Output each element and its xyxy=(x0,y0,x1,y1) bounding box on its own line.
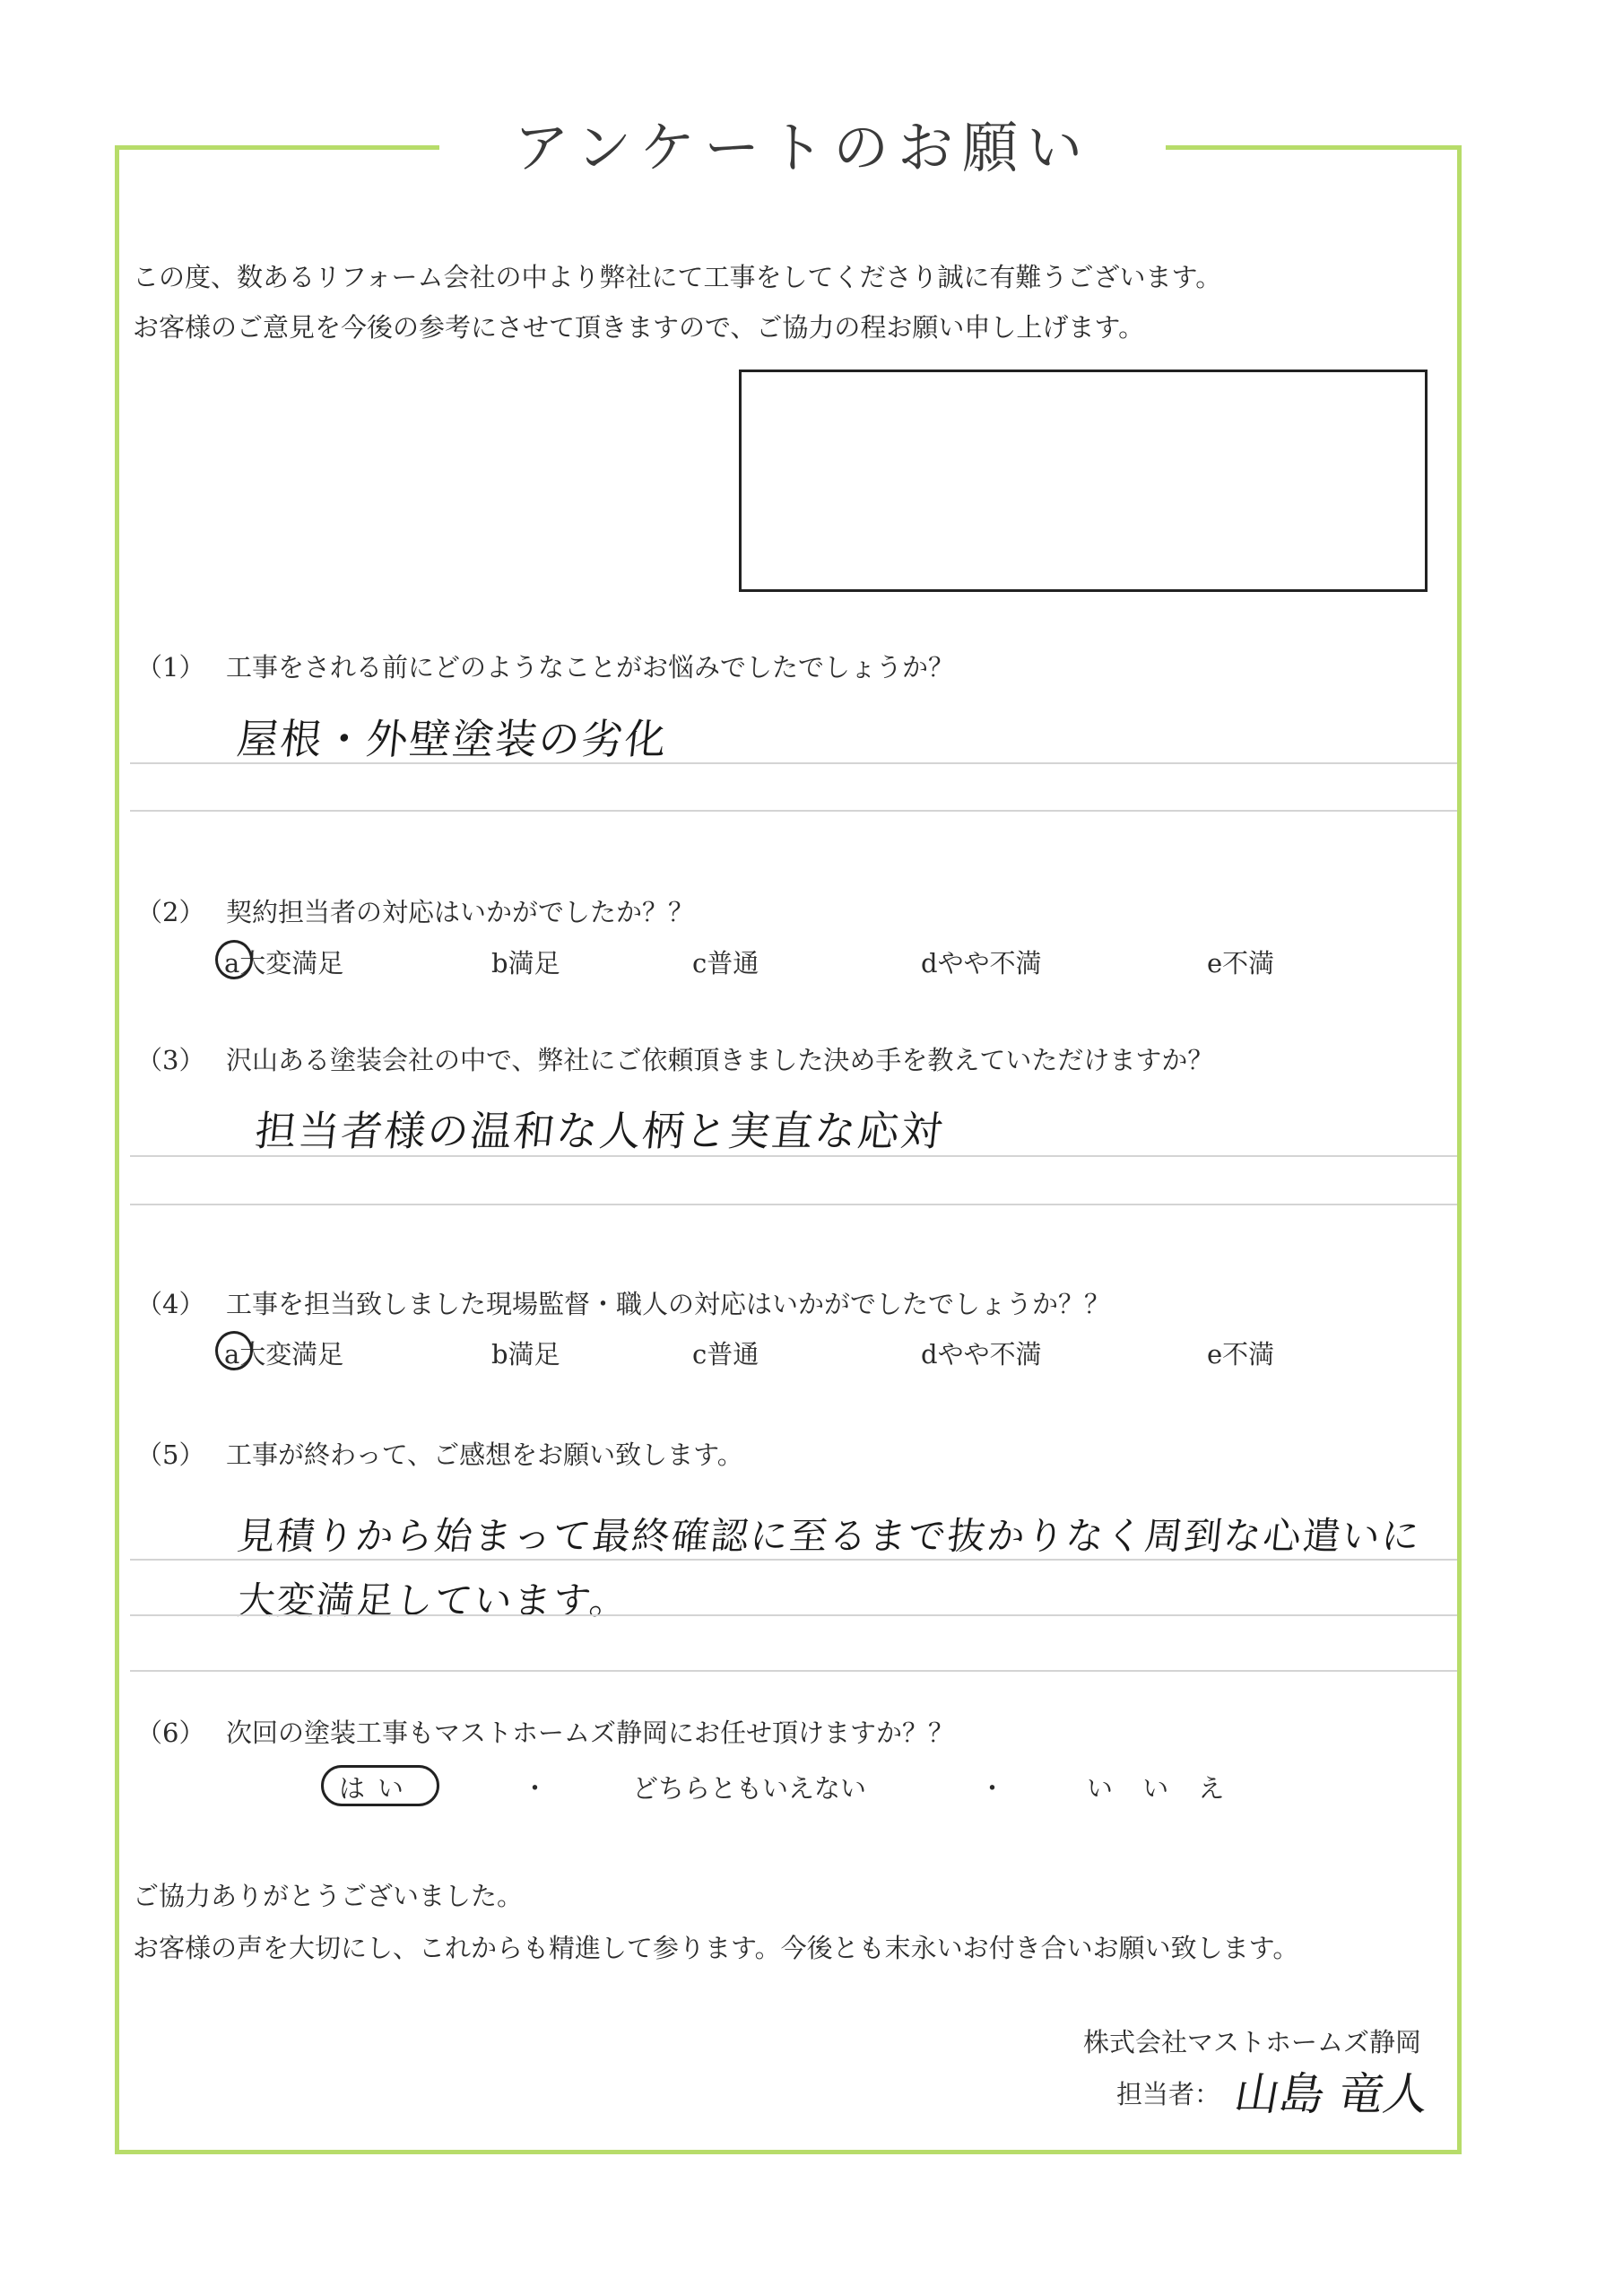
answer-line xyxy=(130,1614,1457,1616)
answer-5-line-1: 見積りから始まって最終確認に至るまで抜かりなく周到な心遣いに xyxy=(235,1514,1424,1558)
question-text: 契約担当者の対応はいかがでしたか？？ xyxy=(226,897,695,927)
answer-line xyxy=(130,810,1457,812)
question-text: 工事が終わって、ご感想をお願い致します。 xyxy=(226,1439,743,1470)
question-5 xyxy=(136,1435,743,1472)
option-b[interactable]: b満足 xyxy=(491,948,560,978)
question-number: （1） xyxy=(136,652,205,683)
option-separator: ・ xyxy=(979,1773,1006,1804)
question-text: 沢山ある塗装会社の中で、弊社にご依頼頂きました決め手を教えていただけますか？ xyxy=(226,1045,1214,1075)
question-text: 工事を担当致しました現場監督・職人の対応はいかがでしたでしょうか？？ xyxy=(226,1289,1111,1319)
option-e[interactable]: e不満 xyxy=(1207,1339,1275,1370)
answer-3: 担当者様の温和な人柄と実直な応対 xyxy=(252,1107,947,1155)
question-number: （4） xyxy=(136,1289,205,1319)
intro-line-2: お客様のご意見を今後の参考にさせて頂きますので、ご協力の程お願い申し上げます。 xyxy=(133,312,1145,343)
selected-mark-q6 xyxy=(321,1765,439,1806)
answer-line xyxy=(130,1670,1457,1672)
question-text: 次回の塗装工事もマストホームズ静岡にお任せ頂けますか？？ xyxy=(226,1718,955,1748)
option-e[interactable]: e不満 xyxy=(1207,948,1275,978)
yes-no-options-q6 xyxy=(0,1769,1623,1805)
question-number: （6） xyxy=(136,1718,205,1748)
answer-1: 屋根・外壁塗装の劣化 xyxy=(234,715,671,763)
option-c[interactable]: c普通 xyxy=(692,1339,759,1370)
representative-signature: 山島 竜人 xyxy=(1230,2068,1434,2120)
company-name: 株式会社マストホームズ静岡 xyxy=(1083,2027,1422,2057)
selected-mark-q4 xyxy=(215,1331,253,1370)
question-3 xyxy=(136,1040,1213,1077)
customer-info-box xyxy=(739,370,1428,592)
question-4 xyxy=(136,1284,1110,1321)
option-d[interactable]: dやや不満 xyxy=(921,948,1042,978)
answer-line xyxy=(130,1155,1457,1157)
page-title: アンケートのお願い xyxy=(439,108,1166,188)
question-text: 工事をされる前にどのようなことがお悩みでしたでしょうか？ xyxy=(226,652,955,683)
answer-5-line-2: 大変満足しています。 xyxy=(235,1578,631,1622)
option-no[interactable]: い い え xyxy=(1087,1773,1236,1804)
question-number: （5） xyxy=(136,1439,205,1470)
option-a[interactable]: a大変満足 xyxy=(224,1339,344,1370)
closing-line-2: お客様の声を大切にし、これからも精進して参ります。今後とも末永いお付き合いお願い致します。 xyxy=(133,1933,1299,1963)
question-2 xyxy=(136,892,694,929)
question-number: （3） xyxy=(136,1045,205,1075)
question-number: （2） xyxy=(136,897,205,927)
answer-line xyxy=(130,1204,1457,1205)
intro-line-1: この度、数あるリフォーム会社の中より弊社にて工事をしてくださり誠に有難うございます。 xyxy=(133,262,1222,292)
answer-line xyxy=(130,1559,1457,1561)
option-b[interactable]: b満足 xyxy=(491,1339,560,1370)
representative-label: 担当者： xyxy=(1116,2079,1221,2109)
question-6 xyxy=(136,1713,954,1750)
closing-line-1: ご協力ありがとうございました。 xyxy=(133,1881,524,1911)
option-a[interactable]: a大変満足 xyxy=(224,948,344,978)
selected-mark-q2 xyxy=(215,940,253,979)
answer-line xyxy=(130,762,1457,764)
option-neutral[interactable]: どちらともいえない xyxy=(632,1773,867,1804)
option-c[interactable]: c普通 xyxy=(692,948,759,978)
option-d[interactable]: dやや不満 xyxy=(921,1339,1042,1370)
question-1 xyxy=(136,648,954,684)
option-yes[interactable]: はい xyxy=(339,1773,417,1804)
option-separator: ・ xyxy=(522,1773,549,1804)
